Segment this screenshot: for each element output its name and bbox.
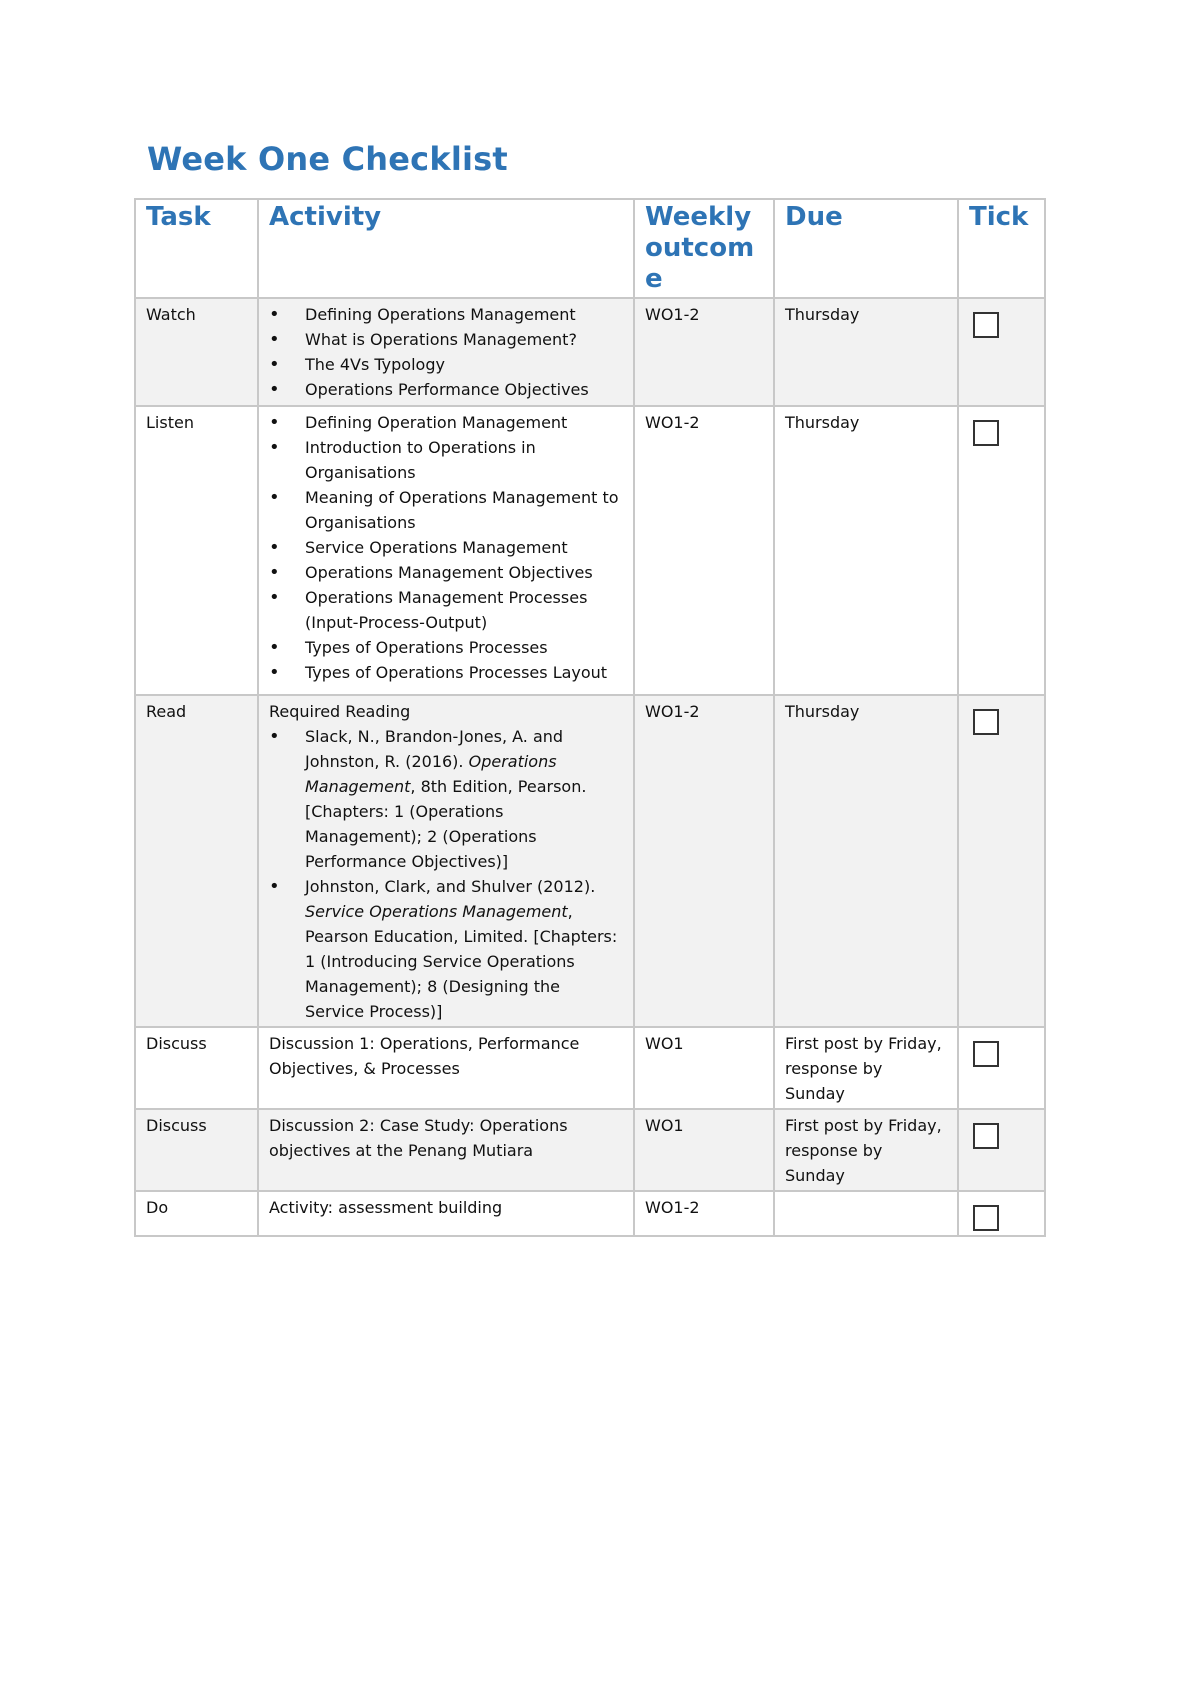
header-weekly-outcome: Weekly outcome: [634, 199, 774, 298]
table-row-do: [135, 1191, 1045, 1236]
activity-cell: [258, 695, 634, 1027]
table-row-watch: [135, 298, 1045, 406]
due-cell: First post by Friday, response by Sunday: [774, 1109, 958, 1191]
activity-cell: [258, 406, 634, 695]
activity-cell: [258, 298, 634, 406]
task-cell: Watch: [135, 298, 258, 406]
outcome-cell: WO1: [634, 1109, 774, 1191]
activity-list: [269, 302, 623, 402]
tick-cell: [958, 1109, 1045, 1191]
header-row: [135, 199, 1045, 298]
reference-title: Service Operations Management: [305, 902, 568, 921]
list-item: • The 4Vs Typology: [305, 352, 623, 377]
due-cell: Thursday: [774, 298, 958, 406]
outcome-cell: WO1-2: [634, 406, 774, 695]
activity-cell: Discussion 2: Case Study: Operations objectives at the Penang Mutiara: [258, 1109, 634, 1191]
required-reading-heading: Required Reading: [269, 702, 411, 721]
reading-list: [269, 724, 623, 1024]
table-row-read: [135, 695, 1045, 1027]
due-cell: Thursday: [774, 406, 958, 695]
task-cell: Read: [135, 695, 258, 1027]
list-item: • Meaning of Operations Management to Organisations: [305, 485, 623, 535]
reference-title: Operations Management: [305, 752, 557, 796]
list-item: • Types of Operations Processes: [305, 635, 623, 660]
task-cell: Listen: [135, 406, 258, 695]
outcome-cell: WO1: [634, 1027, 774, 1109]
list-item: • Introduction to Operations in Organisations: [305, 435, 623, 485]
task-cell: Discuss: [135, 1109, 258, 1191]
tick-cell: [958, 1027, 1045, 1109]
activity-cell: Activity: assessment building: [258, 1191, 634, 1236]
tick-checkbox[interactable]: [973, 1041, 999, 1067]
reference-text: , 8th Edition, Pearson. [Chapters: 1 (Operations Management); 2 (Operations Performance Objectives)]: [305, 777, 587, 871]
list-item: • Types of Operations Processes Layout: [305, 660, 623, 685]
activity-cell: Discussion 1: Operations, Performance Objectives, & Processes: [258, 1027, 634, 1109]
tick-cell: [958, 1191, 1045, 1236]
reference-text: Johnston, Clark, and Shulver (2012).: [305, 877, 596, 896]
header-tick: Tick: [958, 199, 1045, 298]
due-cell: Thursday: [774, 695, 958, 1027]
header-task: Task: [135, 199, 258, 298]
tick-cell: [958, 406, 1045, 695]
task-cell: Discuss: [135, 1027, 258, 1109]
outcome-cell: WO1-2: [634, 1191, 774, 1236]
page-title: Week One Checklist: [147, 140, 508, 178]
list-item: • Operations Performance Objectives: [305, 377, 623, 402]
tick-checkbox[interactable]: [973, 420, 999, 446]
list-item: • Defining Operations Management: [305, 302, 623, 327]
table-row-listen: [135, 406, 1045, 695]
list-item: • Defining Operation Management: [305, 410, 623, 435]
outcome-cell: WO1-2: [634, 298, 774, 406]
list-item: • Operations Management Objectives: [305, 560, 623, 585]
tick-cell: [958, 695, 1045, 1027]
activity-list: [269, 410, 623, 685]
reference-text: Slack, N., Brandon-Jones, A. and Johnston, R. (2016).: [305, 727, 564, 771]
due-cell: [774, 1191, 958, 1236]
reference-text: , Pearson Education, Limited. [Chapters: 1 (Introducing Service Operations Management); 8 (Designing the Service Process)]: [305, 902, 618, 1021]
header-due: Due: [774, 199, 958, 298]
list-item: • What is Operations Management?: [305, 327, 623, 352]
due-cell: First post by Friday, response by Sunday: [774, 1027, 958, 1109]
outcome-cell: WO1-2: [634, 695, 774, 1027]
header-activity: Activity: [258, 199, 634, 298]
checklist-table: [134, 198, 1046, 1237]
tick-checkbox[interactable]: [973, 1123, 999, 1149]
table-row-discuss-1: [135, 1027, 1045, 1109]
tick-checkbox[interactable]: [973, 312, 999, 338]
table-row-discuss-2: [135, 1109, 1045, 1191]
list-item: • Service Operations Management: [305, 535, 623, 560]
list-item: [305, 724, 623, 874]
tick-cell: [958, 298, 1045, 406]
tick-checkbox[interactable]: [973, 709, 999, 735]
task-cell: Do: [135, 1191, 258, 1236]
tick-checkbox[interactable]: [973, 1205, 999, 1231]
list-item: [305, 874, 623, 1024]
list-item: • Operations Management Processes (Input-Process-Output): [305, 585, 623, 635]
